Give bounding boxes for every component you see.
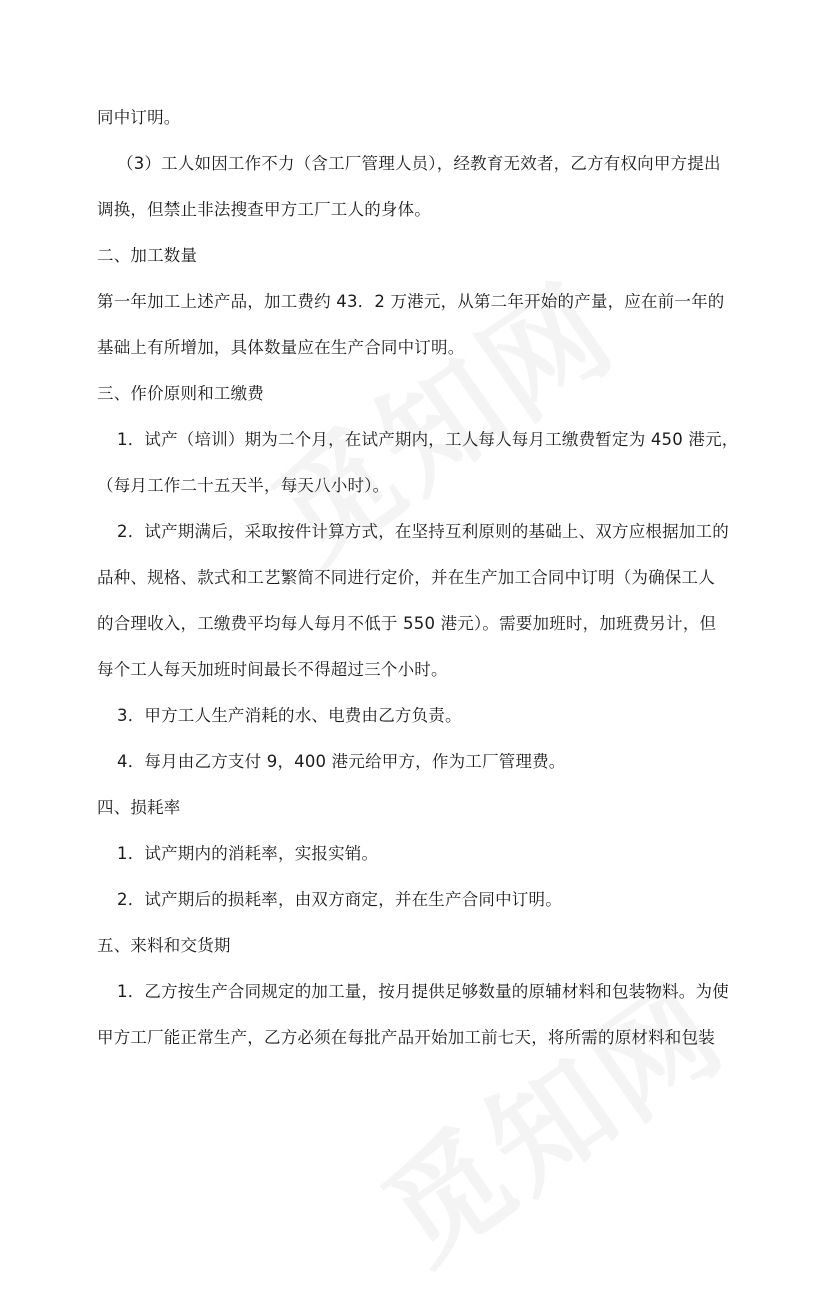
list-item: 2．试产期后的损耗率，由双方商定，并在生产合同中订明。 (117, 890, 562, 909)
section-heading: 二、加工数量 (97, 246, 198, 265)
paragraph-line: 甲方工厂能正常生产，乙方必须在每批产品开始加工前七天，将所需的原材料和包装 (97, 1028, 715, 1047)
list-item: 4．每月由乙方支付 9，400 港元给甲方，作为工厂管理费。 (117, 752, 566, 771)
paragraph-line: 每个工人每天加班时间最长不得超过三个小时。 (97, 660, 448, 679)
section-heading: 三、作价原则和工缴费 (97, 384, 264, 403)
paragraph-line: 第一年加工上述产品，加工费约 43．2 万港元，从第二年开始的产量，应在前一年的 (97, 292, 725, 311)
section-heading: 四、损耗率 (97, 798, 181, 817)
paragraph-line: 的合理收入，工缴费平均每人每月不低于 550 港元）。需要加班时，加班费另计，但 (97, 614, 717, 633)
paragraph-line: 基础上有所增加，具体数量应在生产合同中订明。 (97, 338, 465, 357)
paragraph-line: （每月工作二十五天半，每天八小时）。 (97, 476, 390, 495)
list-item: 1．试产（培训）期为二个月，在试产期内，工人每人每月工缴费暂定为 450 港元， (117, 430, 739, 449)
paragraph-line: 品种、规格、款式和工艺繁简不同进行定价，并在生产加工合同中订明（为确保工人 (97, 568, 715, 587)
paragraph-line: 调换，但禁止非法搜查甲方工厂工人的身体。 (97, 200, 431, 219)
paragraph-line: （3）工人如因工作不力（含工厂管理人员），经教育无效者，乙方有权向甲方提出 (117, 154, 721, 173)
list-item: 2．试产期满后，采取按件计算方式，在坚持互利原则的基础上、双方应根据加工的 (117, 522, 729, 541)
list-item: 1．试产期内的消耗率，实报实销。 (117, 844, 379, 863)
document-body (97, 95, 737, 1061)
list-item: 1．乙方按生产合同规定的加工量，按月提供足够数量的原辅材料和包装物料。为使 (117, 982, 729, 1001)
list-item: 3．甲方工人生产消耗的水、电费由乙方负责。 (117, 706, 462, 725)
paragraph-line: 同中订明。 (97, 108, 181, 127)
section-heading: 五、来料和交货期 (97, 936, 231, 955)
